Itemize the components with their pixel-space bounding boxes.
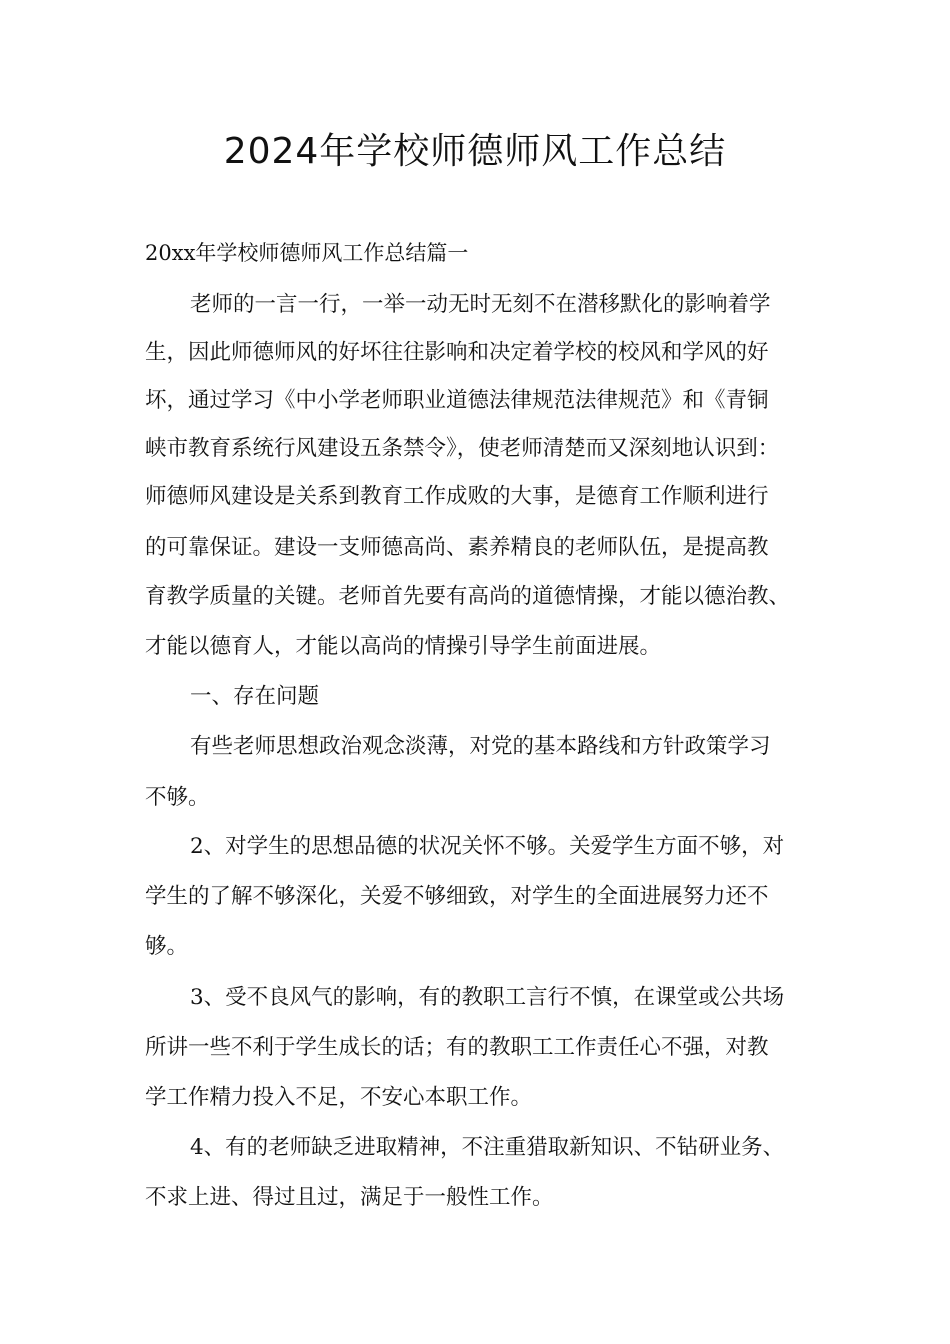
body-line: 老师的一言一行，一举一动无时无刻不在潜移默化的影响着学 (190, 292, 771, 317)
body-line: 不求上进、得过且过，满足于一般性工作。 (145, 1185, 554, 1210)
body-line: 师德师风建设是关系到教育工作成败的大事，是德育工作顺利进行 (145, 484, 769, 509)
body-line: 不够。 (145, 785, 210, 810)
body-line: 生，因此师德师风的好坏往往影响和决定着学校的校风和学风的好 (145, 340, 769, 365)
section-heading: 一、存在问题 (190, 684, 320, 709)
body-line: 的可靠保证。建设一支师德高尚、素养精良的老师队伍，是提高教 (145, 535, 769, 560)
body-line: 学生的了解不够深化，关爱不够细致，对学生的全面进展努力还不 (145, 884, 769, 909)
document-title: 2024年学校师德师风工作总结 (223, 131, 727, 172)
body-line: 坏，通过学习《中小学老师职业道德法律规范法律规范》和《青铜 (145, 388, 769, 413)
body-line: 所讲一些不利于学生成长的话；有的教职工工作责任心不强，对教 (145, 1035, 769, 1060)
body-line: 够。 (145, 934, 189, 959)
body-line: 3、受不良风气的影响，有的教职工言行不慎，在课堂或公共场 (190, 985, 785, 1010)
body-line: 育教学质量的关键。老师首先要有高尚的道德情操，才能以德治教、 (145, 584, 791, 609)
section-subtitle: 20xx年学校师德师风工作总结篇一 (145, 241, 469, 265)
body-line: 有些老师思想政治观念淡薄，对党的基本路线和方针政策学习 (190, 734, 771, 759)
body-line: 才能以德育人，才能以高尚的情操引导学生前面进展。 (145, 634, 662, 659)
body-line: 2、对学生的思想品德的状况关怀不够。关爱学生方面不够，对 (190, 834, 785, 859)
body-line: 学工作精力投入不足，不安心本职工作。 (145, 1085, 533, 1110)
body-line: 峡市教育系统行风建设五条禁令》，使老师清楚而又深刻地认识到： (145, 436, 780, 461)
body-line: 4、有的老师缺乏进取精神，不注重猎取新知识、不钻研业务、 (190, 1135, 785, 1160)
